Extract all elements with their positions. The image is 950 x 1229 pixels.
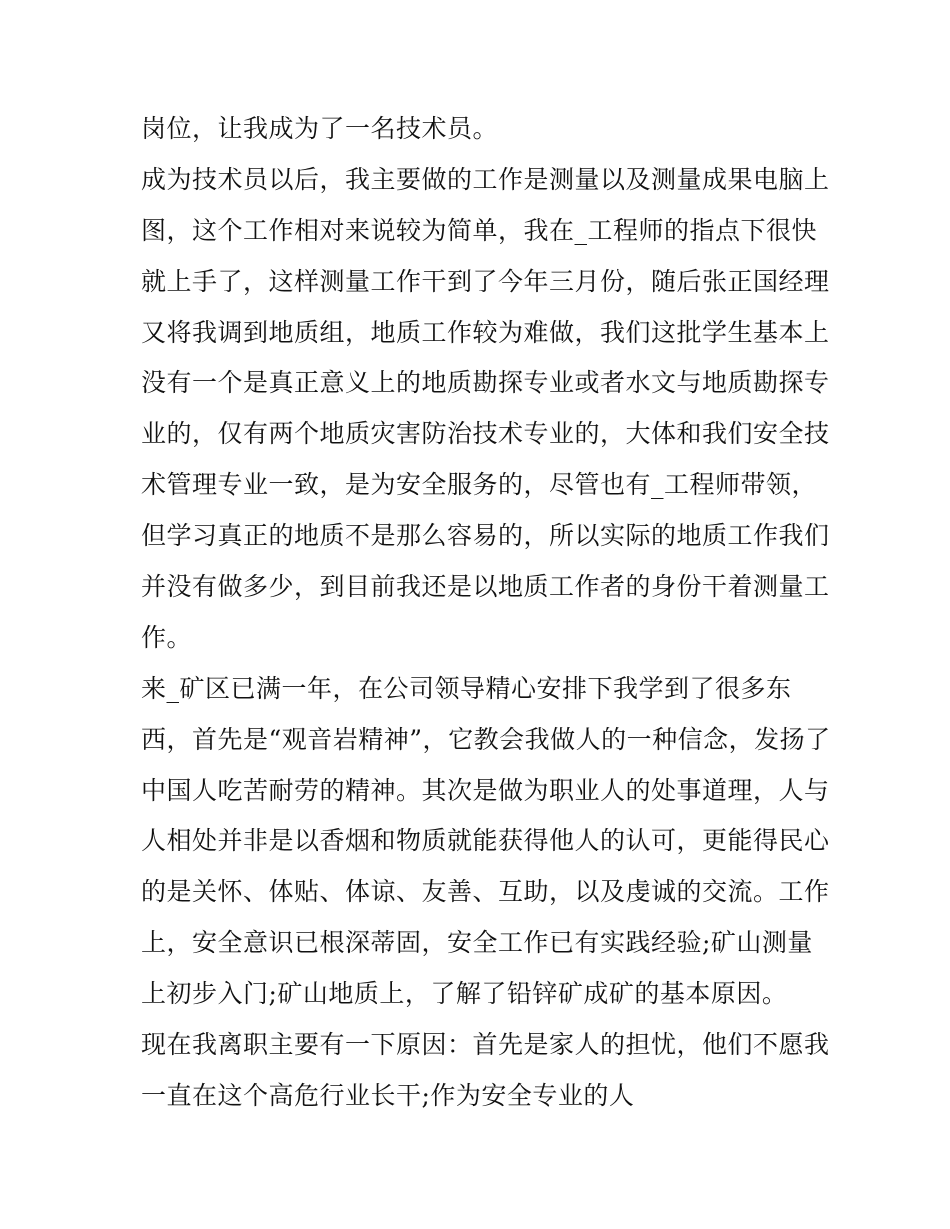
text-line: 业的，仅有两个地质灾害防治技术专业的，大体和我们安全技 [141,419,830,449]
document-body [141,104,831,1122]
text-line: 西，首先是“观音岩精神”，它教会我做人的一种信念，发扬了 [141,724,831,754]
text-line: 就上手了，这样测量工作干到了今年三月份，随后张正国经理 [141,266,830,296]
text-line: 没有一个是真正意义上的地质勘探专业或者水文与地质勘探专 [141,368,830,398]
text-line: 岗位，让我成为了一名技术员。 [141,114,499,143]
text-line: 现在我离职主要有一下原因：首先是家人的担忧，他们不愿我 [141,1030,830,1060]
text-line: 来_矿区已满一年，在公司领导精心安排下我学到了很多东 [141,673,792,703]
text-line: 但学习真正的地质不是那么容易的，所以实际的地质工作我们 [141,521,830,551]
text-line: 又将我调到地质组，地质工作较为难做，我们这批学生基本上 [141,317,830,347]
text-line: 一直在这个高危行业长干;作为安全专业的人 [141,1080,635,1110]
text-line: 人相处并非是以香烟和物质就能获得他人的认可，更能得民心 [141,826,830,856]
text-line: 并没有做多少，到目前我还是以地质工作者的身份干着测量工 [141,572,830,602]
text-line: 上初步入门;矿山地质上，了解了铅锌矿成矿的基本原因。 [141,979,788,1009]
text-line: 图，这个工作相对来说较为简单，我在_工程师的指点下很快 [141,215,818,245]
text-line: 术管理专业一致，是为安全服务的，尽管也有_工程师带领， [141,470,818,500]
text-line: 的是关怀、体贴、体谅、友善、互助，以及虔诚的交流。工作 [141,877,830,907]
text-line: 上，安全意识已根深蒂固，安全工作已有实践经验;矿山测量 [141,928,813,958]
text-line: 作。 [141,622,193,652]
text-line: 成为技术员以后，我主要做的工作是测量以及测量成果电脑上 [141,164,830,194]
text-line: 中国人吃苦耐劳的精神。其次是做为职业人的处事道理，人与 [141,775,830,805]
